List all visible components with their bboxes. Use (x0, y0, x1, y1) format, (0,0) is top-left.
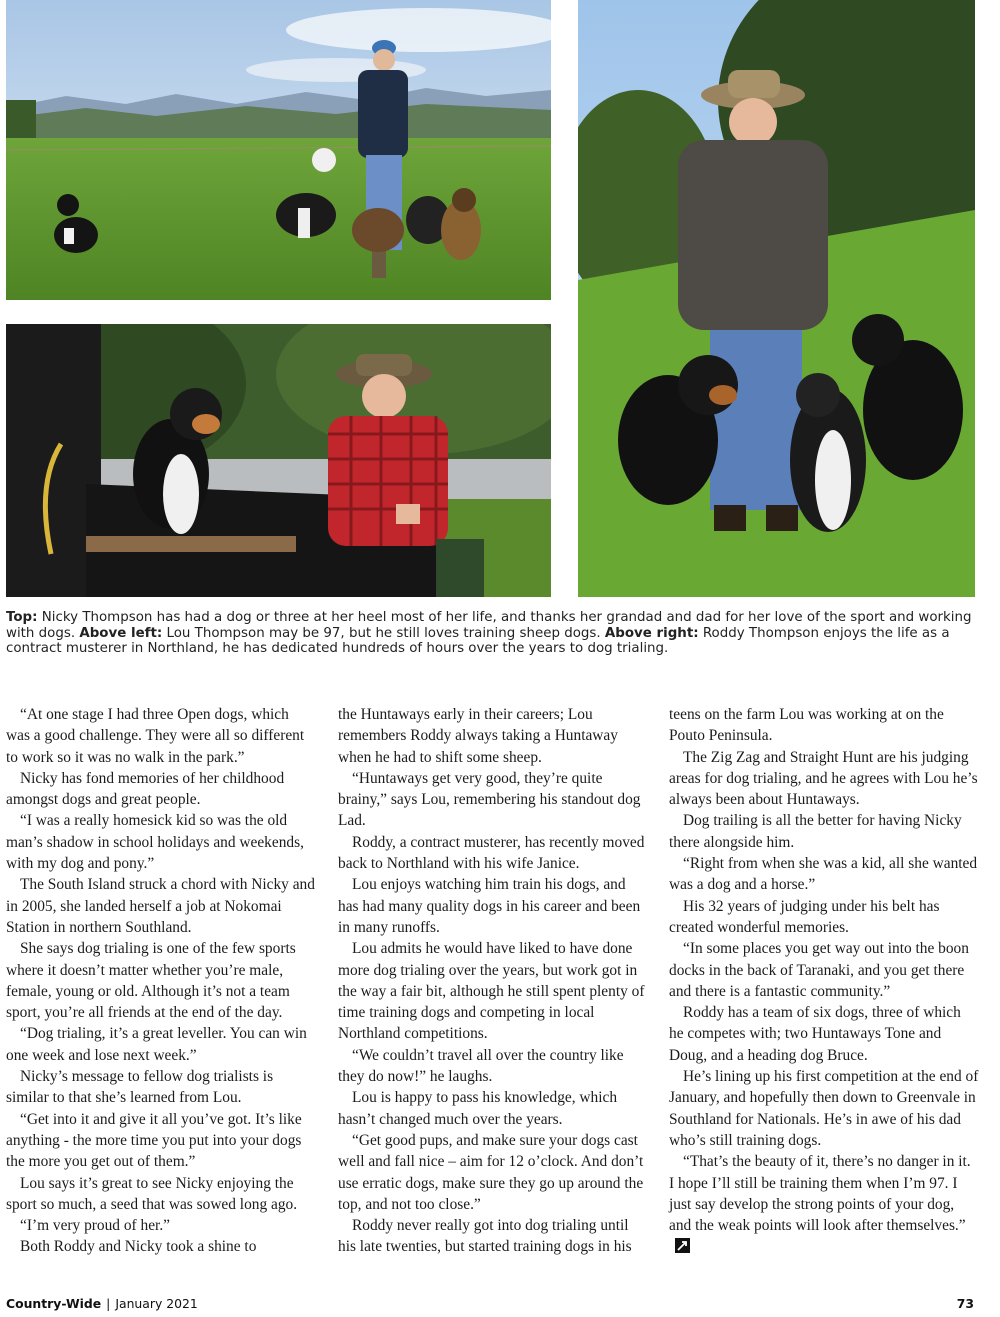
paragraph: She says dog trialing is one of the few sports where it doesn’t matter whether you’re male, female, young or old. Although it’s not a team sport, you’re all friends at the end of the day. (6, 940, 296, 1022)
paragraph: “Right from when she was a kid, all she wanted was a dog and a horse.” (669, 855, 978, 894)
magazine-name: Country-Wide (6, 1296, 102, 1311)
paragraph: the Huntaways early in their careers; Lou remembers Roddy always taking a Huntaway when he had to shift some sheep. (338, 706, 618, 766)
paragraph: “Dog trialing, it’s a great leveller. You can win one week and lose next week.” (6, 1025, 307, 1064)
photo-caption (6, 610, 974, 657)
article-column-3 (669, 704, 979, 1258)
paragraph: “At one stage I had three Open dogs, which was a good challenge. They were all so different to work so it was no walk in the park.” (6, 706, 305, 766)
photo-nicky-with-dogs (6, 0, 551, 300)
paragraph-final-text: “That’s the beauty of it, there’s no danger in it. I hope I’ll still be training them when I’m 97. I just say develop the strong points of your dog, and the weak points will look after themselves.” (669, 1153, 971, 1235)
paragraph: Both Roddy and Nicky took a shine to (20, 1238, 257, 1256)
paragraph: “I’m very proud of her.” (20, 1217, 170, 1235)
caption-left-label: Above left: (79, 625, 163, 641)
footer-publication (6, 1296, 198, 1311)
paragraph: Lou is happy to pass his knowledge, which hasn’t changed much over the years. (338, 1089, 618, 1128)
article-end-icon (675, 1238, 690, 1253)
article-column-1 (6, 704, 316, 1258)
caption-top-label: Top: (6, 610, 38, 625)
paragraph: Lou enjoys watching him train his dogs, and has had many quality dogs in his career and been in many runoffs. (338, 876, 641, 936)
paragraph: Roddy never really got into dog trialing until his late twenties, but started training dogs in his (338, 1217, 632, 1256)
paragraph: teens on the farm Lou was working at on the Pouto Peninsula. (669, 706, 944, 745)
issue-date: January 2021 (115, 1296, 198, 1311)
page-footer (6, 1296, 974, 1311)
article-column-2 (338, 704, 648, 1258)
page-number: 73 (956, 1296, 974, 1311)
paragraph: “In some places you get way out into the boon docks in the back of Taranaki, and you get there and there is a fantastic community.” (669, 940, 969, 1000)
paragraph: “I was a really homesick kid so was the old man’s shadow in school holidays and weekends, with my dog and pony.” (6, 812, 304, 873)
paragraph: Lou says it’s great to see Nicky enjoying the sport so much, a seed that was sowed long ago. (6, 1174, 298, 1213)
paragraph: “Get good pups, and make sure your dogs cast well and fall nice – aim for 12 o’clock. And don’t use erratic dogs, make sure they go up around the top, and not too close.” (338, 1131, 644, 1213)
photo-roddy-with-dogs (578, 0, 975, 597)
paragraph: The Zig Zag and Straight Hunt are his judging areas for dog trialing, and he agrees with Lou he’s always been about Huntaways. (669, 748, 978, 809)
paragraph: “We couldn’t travel all over the country like they do now!” he laughs. (338, 1046, 624, 1086)
caption-top-text: Nicky Thompson has had a dog or three at her heel most of her life, and thanks her grandad and dad for her love of the sport and working with dogs. (6, 610, 972, 641)
paragraph: His 32 years of judging under his belt has created wonderful memories. (669, 897, 940, 936)
paragraph: “Huntaways get very good, they’re quite brainy,” says Lou, remembering his standout dog Lad. (338, 769, 641, 830)
paragraph-final (669, 1151, 979, 1257)
paragraph: He’s lining up his first competition at the end of January, and hopefully then down to Greenvale in Southland for Nationals. He’s in awe of his dad who’s still training dogs. (669, 1068, 979, 1149)
paragraph: Dog trailing is all the better for having Nicky there alongside him. (669, 812, 962, 851)
paragraph: Nicky’s message to fellow dog trialists is similar to that she’s learned from Lou. (6, 1068, 274, 1107)
paragraph: Nicky has fond memories of her childhood amongst dogs and great people. (6, 769, 285, 809)
caption-left-text: Lou Thompson may be 97, but he still loves training sheep dogs. (162, 625, 605, 641)
caption-right-text: Roddy Thompson enjoys the life as a contract musterer in Northland, he has dedicated hundreds of hours over the years to dog trialing. (6, 625, 950, 657)
paragraph: Lou admits he would have liked to have done more dog trialing over the years, but work got in the way a fair bit, although he still spent plenty of time training dogs and competing in local Northland competitions. (338, 940, 645, 1043)
paragraph: Roddy has a team of six dogs, three of which he competes with; two Huntaways Tone and Doug, and a heading dog Bruce. (669, 1004, 961, 1064)
paragraph: “Get into it and give it all you’ve got. It’s like anything - the more time you put into your dogs the more you get out of them.” (6, 1110, 302, 1171)
paragraph: Roddy, a contract musterer, has recently moved back to Northland with his wife Janice. (338, 833, 645, 873)
caption-right-label: Above right: (604, 625, 699, 641)
photo-lou-with-dog (6, 324, 551, 597)
footer-separator: | (106, 1296, 111, 1311)
paragraph: The South Island struck a chord with Nicky and in 2005, she landed herself a job at Nokomai Station in northern Southland. (6, 876, 315, 936)
